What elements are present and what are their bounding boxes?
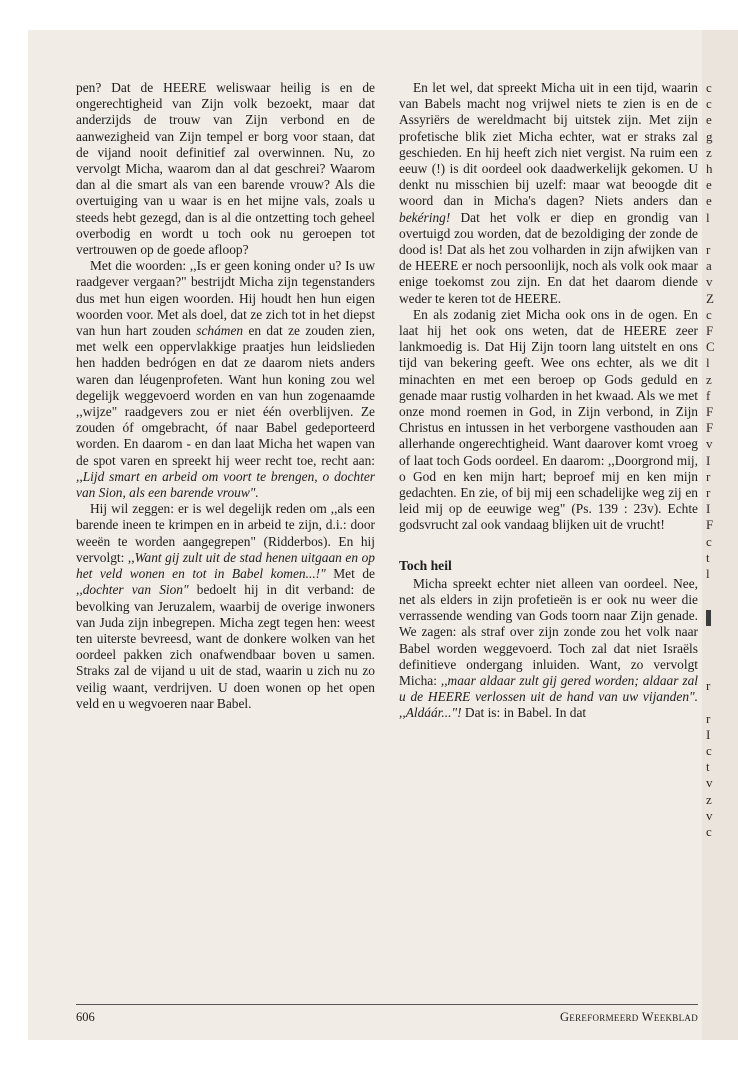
emphasis: bekéring! (399, 209, 451, 225)
magazine-page (28, 30, 710, 1040)
next-page-letter: r (706, 242, 711, 257)
text-run: Met de (325, 566, 375, 582)
section-heading: Toch heil (399, 557, 452, 573)
next-page-letter: l (706, 209, 710, 225)
text-run: bedoelt hij in dit verband: de bevolking van Jeruzalem, waarbij de overige inwoners van Juda zijn inbegrepen. Micha zegt tegen hen: weest ten uiterste bevreesd, want de donkere wolken van het oordeel pakken zich onafwendbaar boven u samen. Straks zal de vijand u uit de stad, waarin u zich nu zo veilig waant, verdrijven. U doen wonen op het open veld en u wegvoeren naar Babel. (76, 582, 375, 711)
paragraph (76, 501, 375, 712)
next-page-letter: f (706, 387, 711, 403)
text-run: Micha spreekt echter niet alleen van oordeel. Nee, net als elders in zijn profetieën is er ook nu weer die verrassende wending van Gods toorn naar Zijn genade. We zagen: als straf over zijn zonde zou het volk naar Babel worden weggevoerd. Toch zal dat niet Israëls definitieve ondergang inluiden. Want, zo vervolgt Micha: (399, 575, 698, 688)
next-page-letter: l (706, 566, 710, 581)
text-run: Hij wil zeggen: er is wel degelijk reden om ,,als een barende ineen te krimpen en in arbeid te zijn, d.i.: door weeën te worden aangegrepen" (Ridderbos). En hij vervolgt: (76, 501, 375, 565)
next-page-letter: v (706, 775, 713, 791)
text-run: En let wel, dat spreekt Micha uit in een tijd, waarin van Babels macht nog vrijwel niets te zien is en de Assyriërs de wereldmacht bij uitstek zijn. Met zijn profetische blik ziet Micha echter, wat er straks zal geschieden. En hij heeft zich niet vergist. Na ruim een eeuw (!) is dit oordeel ook daadwerkelijk gekomen. U denkt nu misschien bij uzelf: maar wat beoogde dit woord dan in Micha's dagen? Niets anders dan (399, 80, 698, 209)
scripture-quote: ,,Want gij zult uit de stad henen uitgaan en op het veld wonen en tot in Babel komen...!" (76, 549, 375, 582)
magazine-name: Gereformeerd Weekblad (559, 1010, 698, 1024)
scripture-quote: ,,Lijd smart en arbeid om voort te brengen, o dochter van Sion, als een barende vrouw". (76, 468, 375, 501)
next-page-letter: z (706, 371, 712, 387)
next-page-letter: F (706, 323, 714, 338)
next-page-letter: g (706, 128, 713, 144)
next-page-letter: l (706, 355, 710, 371)
next-page-letter: z (706, 791, 712, 807)
next-page-letter: I (706, 726, 711, 742)
next-page-letter: Z (706, 290, 714, 306)
next-page-letter: F (706, 420, 714, 436)
next-page-letter: z (706, 144, 712, 160)
footer-rule (76, 1004, 698, 1005)
text-run: Dat het volk er diep en grondig van overtuigd zou worden, dat de bezoldiging der zonde de dood is! Dat als het zou volharden in zijn afwijken van de HEERE er noch persoonlijk, noch als volk ook maar enige toekomst zou zijn. En dat het daarom diende weder te keren tot de HEERE. (399, 209, 698, 306)
next-page-edge (702, 30, 738, 1040)
paragraph: En als zodanig ziet Micha ook ons in de ogen. En laat hij het ook ons weten, dat de HEERE zeer lankmoedig is. Dat Hij Zijn toorn lang uitstelt en ons tijd van bekering geeft. Wee ons echter, als we dit minachten en met een beroep op Gods geduld en genade maar rustig volharden in het kwaad. Als we met onze mond roemen in God, in Zijn verbond, in Zijn Christus en intussen in het verborgene vasthouden aan allerhande ongerechtigheid. Want daarover komt vroeg of laat toch Gods oordeel. En daarom: ,,Doorgrond mij, o God en ken mijn hart; beproef mij en ken mijn gedachten. En zie, of bij mij een schadelijke weg zij en leid mij op de eeuwige weg" (Ps. 139 : 23v). Echte godsvrucht zal ook vandaag blijken uit de vrucht! (399, 306, 698, 533)
left-column (76, 80, 375, 712)
next-page-letter: r (706, 710, 711, 726)
text-run: Dat is: in Babel. In dat (461, 705, 587, 721)
next-page-letter: e (706, 112, 712, 128)
text-run: Met die woorden: ,,Is er geen koning onder u? Is uw raadgever vergaan?" bestrijdt Micha zijn tegenstanders dus met hun eigen woorden. Hij houdt hen hun eigen woorden voor. Met als doel, dat ze zich tot in het diepst van hun hart zouden (76, 258, 375, 339)
next-page-letter: c (706, 80, 712, 95)
next-page-letter: c (706, 824, 712, 839)
next-page-letter: r (706, 678, 711, 694)
next-page-letter: F (706, 404, 714, 419)
next-page-letter: e (706, 177, 712, 193)
next-page-letter: C (706, 339, 715, 355)
next-page-letter: F (706, 517, 714, 533)
next-page-letter: a (706, 258, 712, 274)
next-page-letter: c (706, 306, 712, 322)
next-page-letter: t (706, 759, 710, 775)
next-page-letter: v (706, 274, 713, 290)
emphasis: schámen (196, 323, 244, 339)
next-page-letter: I (706, 452, 711, 468)
next-page-heading-fragment (706, 610, 711, 626)
scripture-quote: ,,dochter van Sion" (76, 582, 189, 598)
next-page-letter: c (706, 743, 712, 758)
scripture-quote: ,,maar aldaar zult gij gered worden; aldaar zal u de HEERE verlossen uit de hand van uw vijanden". ,,Aldáár..."! (399, 672, 698, 721)
next-page-letter: t (706, 549, 710, 565)
next-page-letter: c (706, 96, 712, 112)
paragraph (399, 576, 698, 722)
page-number: 606 (76, 1010, 95, 1024)
paragraph (399, 80, 698, 307)
next-page-letter: I (706, 501, 711, 517)
paragraph (76, 258, 375, 501)
next-page-letter: c (706, 533, 712, 549)
next-page-letter: e (706, 193, 712, 209)
next-page-letter: r (706, 468, 711, 484)
text-run: en dat ze zouden zien, met welk een oppervlakkige praatjes hun leidslieden hen hadden bedrógen en dat ze daarom niets anders waren dan léugenprofeten. Want hun koning zou wel degelijk weggevoerd worden en van hun zogenaamde ,,wijze" raadgevers zou er niet één overblijven. Ze zouden óf omgebracht, óf naar Babel gedeporteerd worden. En daarom - en dan laat Micha het wapen van de spot varen en spreekt hij weer recht toe, recht aan: (76, 323, 375, 468)
right-column (399, 80, 698, 722)
next-page-letter: v (706, 807, 713, 823)
paragraph: pen? Dat de HEERE weliswaar heilig is en de ongerechtigheid van Zijn volk bezoekt, maar dat anderzijds de trouw van Zijn verbond en de aanwezigheid van Zijn tempel er borg voor staan, dat de vijand nooit definitief zal overwinnen. Nu, zo vervolgt Micha, waarom dan al dat geschrei? Waarom dan al die smart als van een barende vrouw? Als die overtuiging van u waar is en het mijne vals, zoals u steeds hebt gezegd, dan is al die ontzetting toch geheel overbodig en wordt u toch ook nu geroepen tot vertrouwen op de goede afloop? (76, 80, 375, 258)
next-page-letter: r (706, 485, 711, 500)
next-page-letter: h (706, 161, 713, 176)
next-page-letter: v (706, 436, 713, 452)
